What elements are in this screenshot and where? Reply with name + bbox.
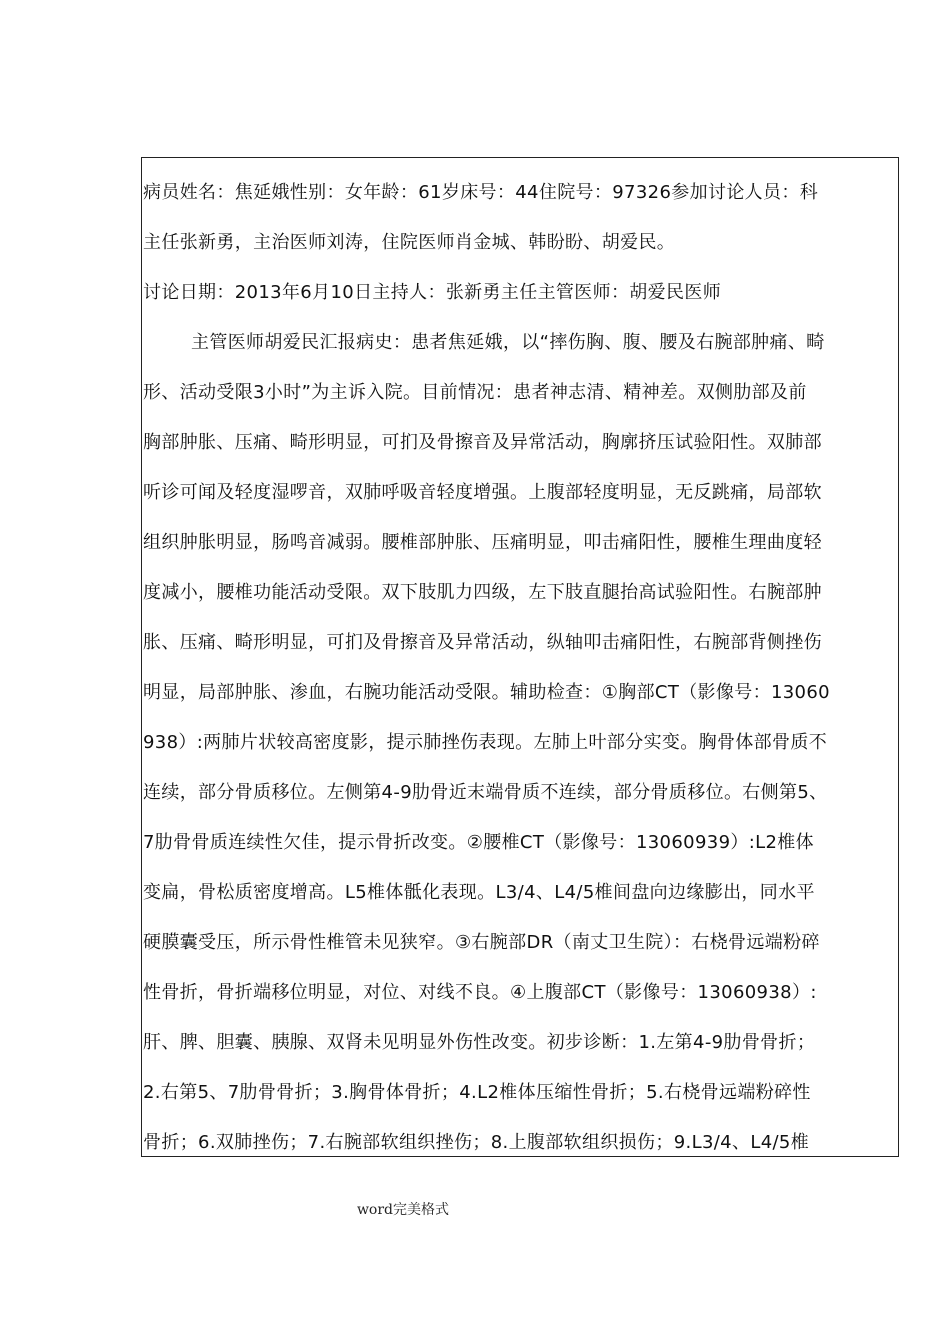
text-line: 形、活动受限3小时”为主诉入院。目前情况：患者神志清、精神差。双侧肋部及前 <box>143 382 807 403</box>
text-line: 肝、脾、胆囊、胰腺、双肾未见明显外伤性改变。初步诊断：1.左第4-9肋骨骨折； <box>143 1032 816 1053</box>
text-line: 骨折；6.双肺挫伤；7.右腕部软组织挫伤；8.上腹部软组织损伤；9.L3/4、L4/5椎 <box>143 1132 810 1153</box>
text-line: 主管医师胡爱民汇报病史：患者焦延娥，以“摔伤胸、腹、腰及右腕部肿痛、畸 <box>191 332 825 353</box>
text-line: 明显，局部肿胀、渗血，右腕功能活动受限。辅助检查：①胸部CT（影像号：13060 <box>143 682 830 703</box>
text-line: 性骨折，骨折端移位明显，对位、对线不良。④上腹部CT（影像号：13060938）: <box>143 982 817 1003</box>
text-line: 组织肿胀明显，肠鸣音减弱。腰椎部肿胀、压痛明显，叩击痛阳性，腰椎生理曲度轻 <box>143 532 822 553</box>
text-line: 7肋骨骨质连续性欠佳，提示骨折改变。②腰椎CT（影像号：13060939）:L2椎体 <box>143 832 815 853</box>
text-line: 938）:两肺片状较高密度影，提示肺挫伤表现。左肺上叶部分实变。胸骨体部骨质不 <box>143 732 828 753</box>
document-frame <box>141 157 899 1157</box>
text-line: 听诊可闻及轻度湿啰音，双肺呼吸音轻度增强。上腹部轻度明显，无反跳痛，局部软 <box>143 482 822 503</box>
text-line: 2.右第5、7肋骨骨折；3.胸骨体骨折；4.L2椎体压缩性骨折；5.右桡骨远端粉碎性 <box>143 1082 811 1103</box>
text-line: 胀、压痛、畸形明显，可扪及骨擦音及异常活动，纵轴叩击痛阳性，右腕部背侧挫伤 <box>143 632 822 653</box>
text-line: 变扁，骨松质密度增高。L5椎体骶化表现。L3/4、L4/5椎间盘向边缘膨出，同水平 <box>143 882 815 903</box>
text-line: 胸部肿胀、压痛、畸形明显，可扪及骨擦音及异常活动，胸廓挤压试验阳性。双肺部 <box>143 432 822 453</box>
text-line: 连续，部分骨质移位。左侧第4-9肋骨近末端骨质不连续，部分骨质移位。右侧第5、 <box>143 782 828 803</box>
text-line: 硬膜囊受压，所示骨性椎管未见狭窄。③右腕部DR（南丈卫生院）：右桡骨远端粉碎 <box>143 932 820 953</box>
text-line: 度减小，腰椎功能活动受限。双下肢肌力四级，左下肢直腿抬高试验阳性。右腕部肿 <box>143 582 822 603</box>
participants-line: 主任张新勇，主治医师刘涛，住院医师肖金城、韩盼盼、胡爱民。 <box>143 232 676 253</box>
patient-info-line: 病员姓名：焦延娥性别：女年龄：61岁床号：44住院号：97326参加讨论人员：科 <box>143 182 819 203</box>
page-footer: word完美格式 <box>356 1202 450 1218</box>
discussion-date-line: 讨论日期：2013年6月10日主持人：张新勇主任主管医师：胡爱民医师 <box>143 282 722 303</box>
